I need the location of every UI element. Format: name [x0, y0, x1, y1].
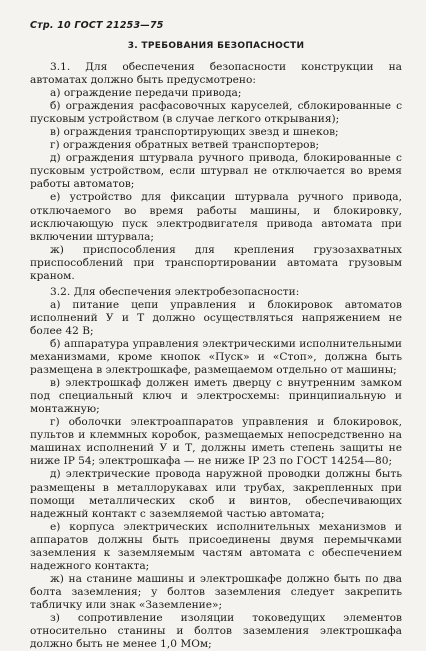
list-item-3-1-d: д) ограждения штурвала ручного привода, блокированные с пусковым устройством, если штурвал не отключается во время работы автоматов; [30, 152, 402, 191]
paragraph-3-1: 3.1. Для обеспечения безопасности конструкции на автоматах должно быть предусмотрено: [30, 61, 402, 87]
running-head: Стр. 10 ГОСТ 21253—75 [30, 20, 164, 31]
section-title: 3. ТРЕБОВАНИЯ БЕЗОПАСНОСТИ [127, 41, 305, 51]
paragraph-3-2: 3.2. Для обеспечения электробезопасности: [50, 285, 300, 298]
list-item-3-2-z: з) сопротивление изоляции токоведущих элементов относительно станины и болтов заземления электрошкафа должно быть не менее 1,0 МОм; [30, 611, 402, 651]
list-item-3-1-a: а) ограждение передачи привода; [50, 87, 242, 100]
list-item-3-2-e: е) корпуса электрических исполнительных механизмов и аппаратов должны быть присоединены двумя перемычками заземления к заземляемым частям автомата с обеспечением надежного контакта; [30, 520, 402, 572]
list-item-3-2-v: в) электрошкаф должен иметь дверцу с внутренним замком под специальный ключ и электросхемы: принципиальную и монтажную; [30, 377, 402, 416]
list-item-3-2-zh: ж) на станине машины и электрошкафе должно быть по два болта заземления; у болтов заземления следует закрепить табличку или знак «Заземление»; [30, 572, 402, 611]
list-item-3-2-a: а) питание цепи управления и блокировок автоматов исполнений У и Т должно осуществляться напряжением не более 42 В; [30, 298, 402, 337]
list-item-3-2-d: д) электрические провода наружной проводки должны быть размещены в металлорукавах или трубах, закрепленных при помощи металлических скоб и винтов, обеспечивающих надежный контакт с заземляемой частью автомата; [30, 468, 402, 520]
list-item-3-1-e: е) устройство для фиксации штурвала ручного привода, отключаемого во время работы машины, и блокировку, исключающую пуск электродвигателя привода автомата при включении штурвала; [30, 191, 402, 243]
list-item-3-2-g: г) оболочки электроаппаратов управления и блокировок, пультов и клеммных коробок, размещаемых непосредственно на машинах исполнений У и Т, должны иметь степень защиты не ниже IP 54; электрошкафа — не ниже IP 23 по ГОСТ 14254—80; [30, 416, 402, 468]
list-item-3-1-b: б) ограждения расфасовочных каруселей, сблокированные с пусковым устройством (в случае легкого открывания); [30, 100, 402, 126]
list-item-3-1-v: в) ограждения транспортирующих звезд и шнеков; [50, 126, 339, 139]
list-item-3-1-g: г) ограждения обратных ветвей транспортеров; [50, 139, 320, 152]
list-item-3-2-b: б) аппаратура управления электрическими исполнительными механизмами, кроме кнопок «Пуск» и «Стоп», должна быть размещена в электрошкафе, размещаемом отдельно от машины; [30, 337, 402, 377]
list-item-3-1-zh: ж) приспособления для крепления грузозахватных приспособлений при транспортировании автомата грузовым краном. [30, 243, 402, 282]
